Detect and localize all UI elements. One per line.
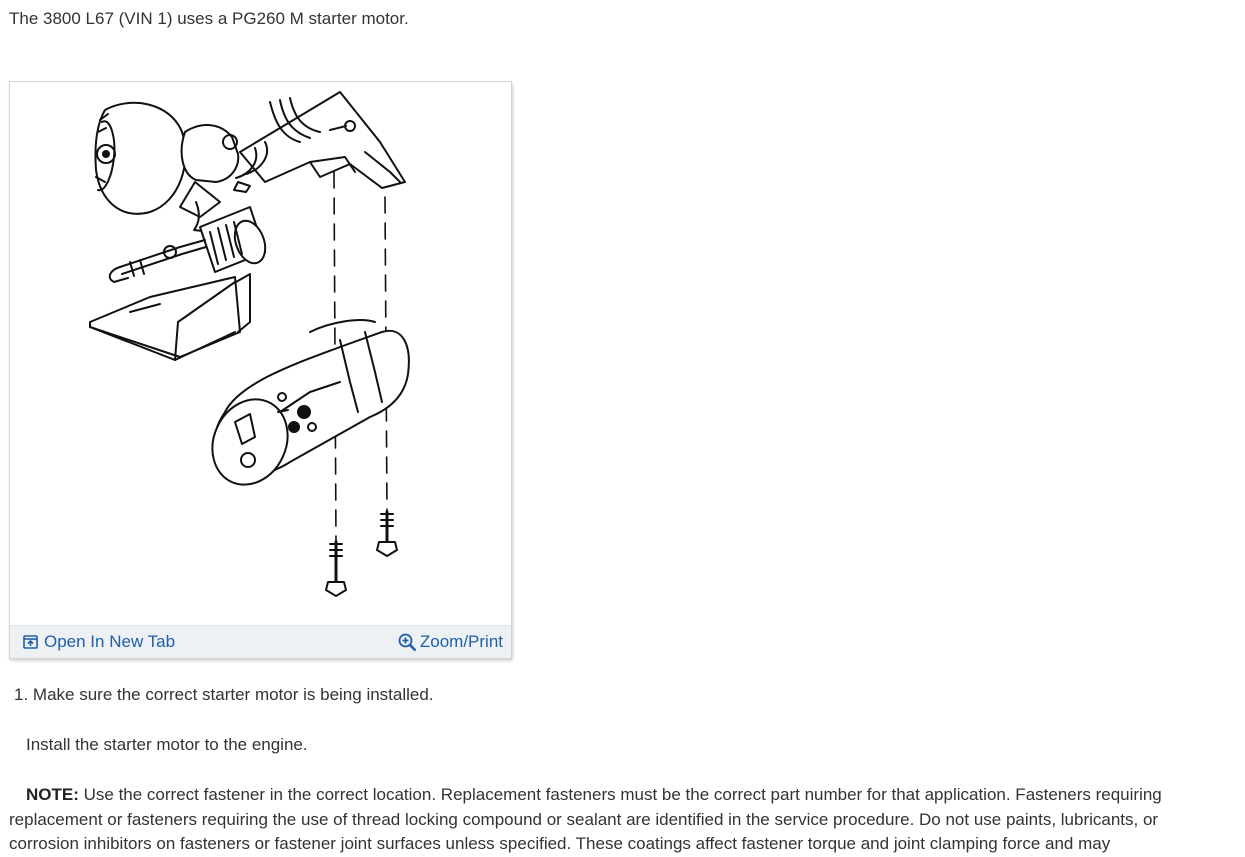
- note-label: NOTE:: [26, 785, 79, 804]
- intro-text: The 3800 L67 (VIN 1) uses a PG260 M starter motor.: [9, 9, 409, 28]
- step-number: 1.: [14, 685, 29, 704]
- note-text: Use the correct fastener in the correct location. Replacement fasteners must be the correct part number for that application. Fasteners requiring replacement or fasteners requiring the use of thread locking compound or sealant are identified in the service procedure. Do not use paints, lubricants, or corrosion inhibitors on fasteners or fastener joint surfaces unless specified. These coatings affect fastener torque and joint clamping force and may: [9, 785, 1162, 853]
- step-subtext: Install the starter motor to the engine.: [26, 735, 308, 754]
- wiring-harness: [110, 240, 206, 282]
- step-item: [14, 684, 434, 706]
- zoom-print-link[interactable]: [398, 631, 503, 653]
- engine-block: [90, 274, 250, 360]
- step-text: Make sure the correct starter motor is being installed.: [32, 685, 434, 704]
- starter-motor-illustration[interactable]: [10, 82, 511, 626]
- open-in-new-tab-label: Open In New Tab: [44, 632, 176, 651]
- open-new-tab-icon: [23, 635, 38, 649]
- zoom-print-label: Zoom/Print: [419, 632, 503, 651]
- diagram-figure: [9, 81, 512, 659]
- note-paragraph: [9, 783, 1224, 857]
- figure-toolbar: [10, 625, 511, 658]
- starter-motor-body: [199, 320, 409, 497]
- zoom-in-icon: [398, 633, 417, 652]
- open-in-new-tab-link[interactable]: [23, 631, 175, 653]
- engine-pulley: [95, 103, 185, 214]
- mount-bracket: [234, 92, 405, 192]
- oil-filter: [200, 207, 271, 272]
